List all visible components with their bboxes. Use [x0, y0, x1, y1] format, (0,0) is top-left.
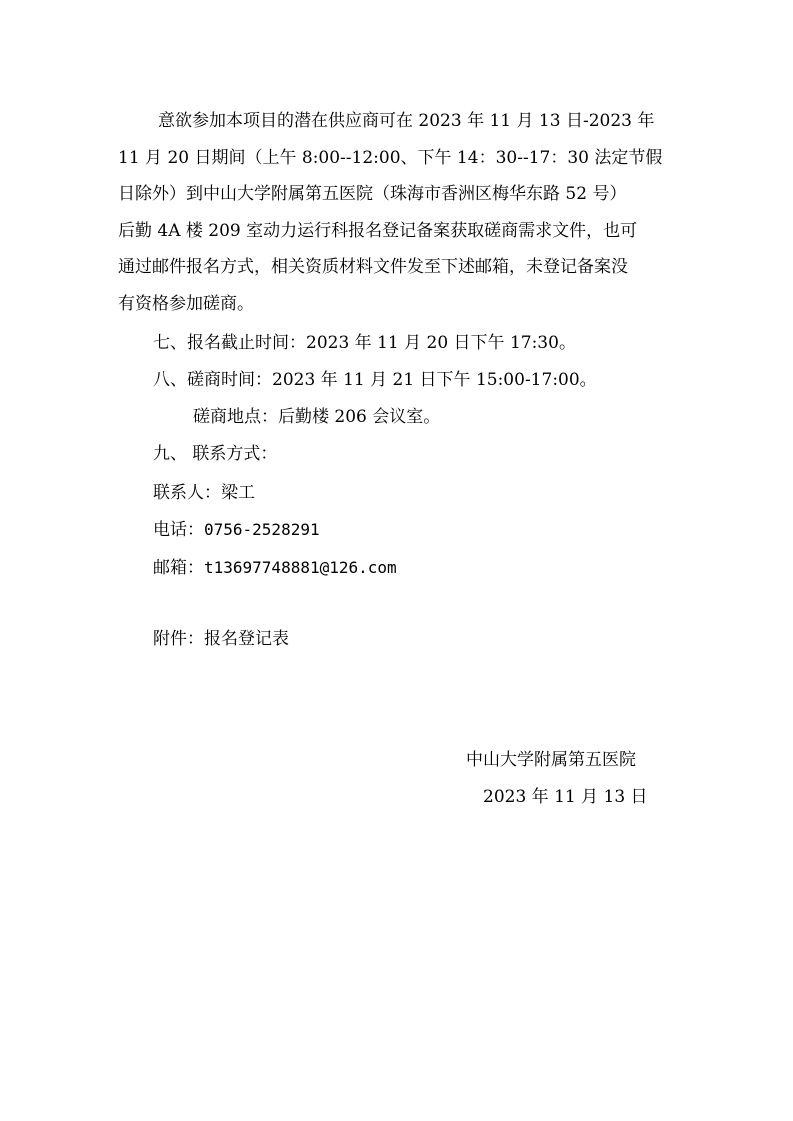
phone-number: 0756-2528291: [204, 520, 320, 539]
paragraph-line: 日除外）到中山大学附属第五医院（珠海市香洲区梅华东路 52 号）: [118, 184, 627, 204]
phone-label: 电话：: [153, 520, 204, 540]
attachment-note: 附件：报名登记表: [153, 629, 289, 649]
contact-person: 联系人：梁工: [153, 483, 255, 503]
paragraph-line: 后勤 4A 楼 209 室动力运行科报名登记备案获取磋商需求文件，也可: [118, 220, 638, 241]
section-7-deadline: 七、报名截止时间：2023 年 11 月 20 日下午 17:30。: [153, 333, 576, 353]
registration-paragraph: [118, 103, 678, 322]
signature-date: 2023 年 11 月 13 日: [483, 787, 648, 807]
email-address: t13697748881@126.com: [204, 558, 397, 577]
section-9-contact-heading: 九、 联系方式：: [153, 444, 278, 464]
signature-organization: 中山大学附属第五医院: [466, 750, 636, 770]
paragraph-line: 意欲参加本项目的潜在供应商可在 2023 年 11 月 13 日-2023 年: [158, 111, 655, 131]
paragraph-line: 有资格参加磋商。: [118, 293, 254, 314]
section-8-consultation-location: 磋商地点：后勤楼 206 会议室。: [193, 407, 441, 427]
email-label: 邮箱：: [153, 558, 204, 578]
contact-email: [153, 556, 397, 580]
paragraph-line: 通过邮件报名方式，相关资质材料文件发至下述邮箱，未登记备案没: [118, 257, 628, 277]
contact-phone: [153, 518, 320, 542]
paragraph-line: 11 月 20 日期间（上午 8:00--12:00、下午 14：30--17：30 法定节假: [118, 147, 663, 168]
section-8-consultation-time: 八、磋商时间：2023 年 11 月 21 日下午 15:00-17:00。: [153, 370, 597, 390]
